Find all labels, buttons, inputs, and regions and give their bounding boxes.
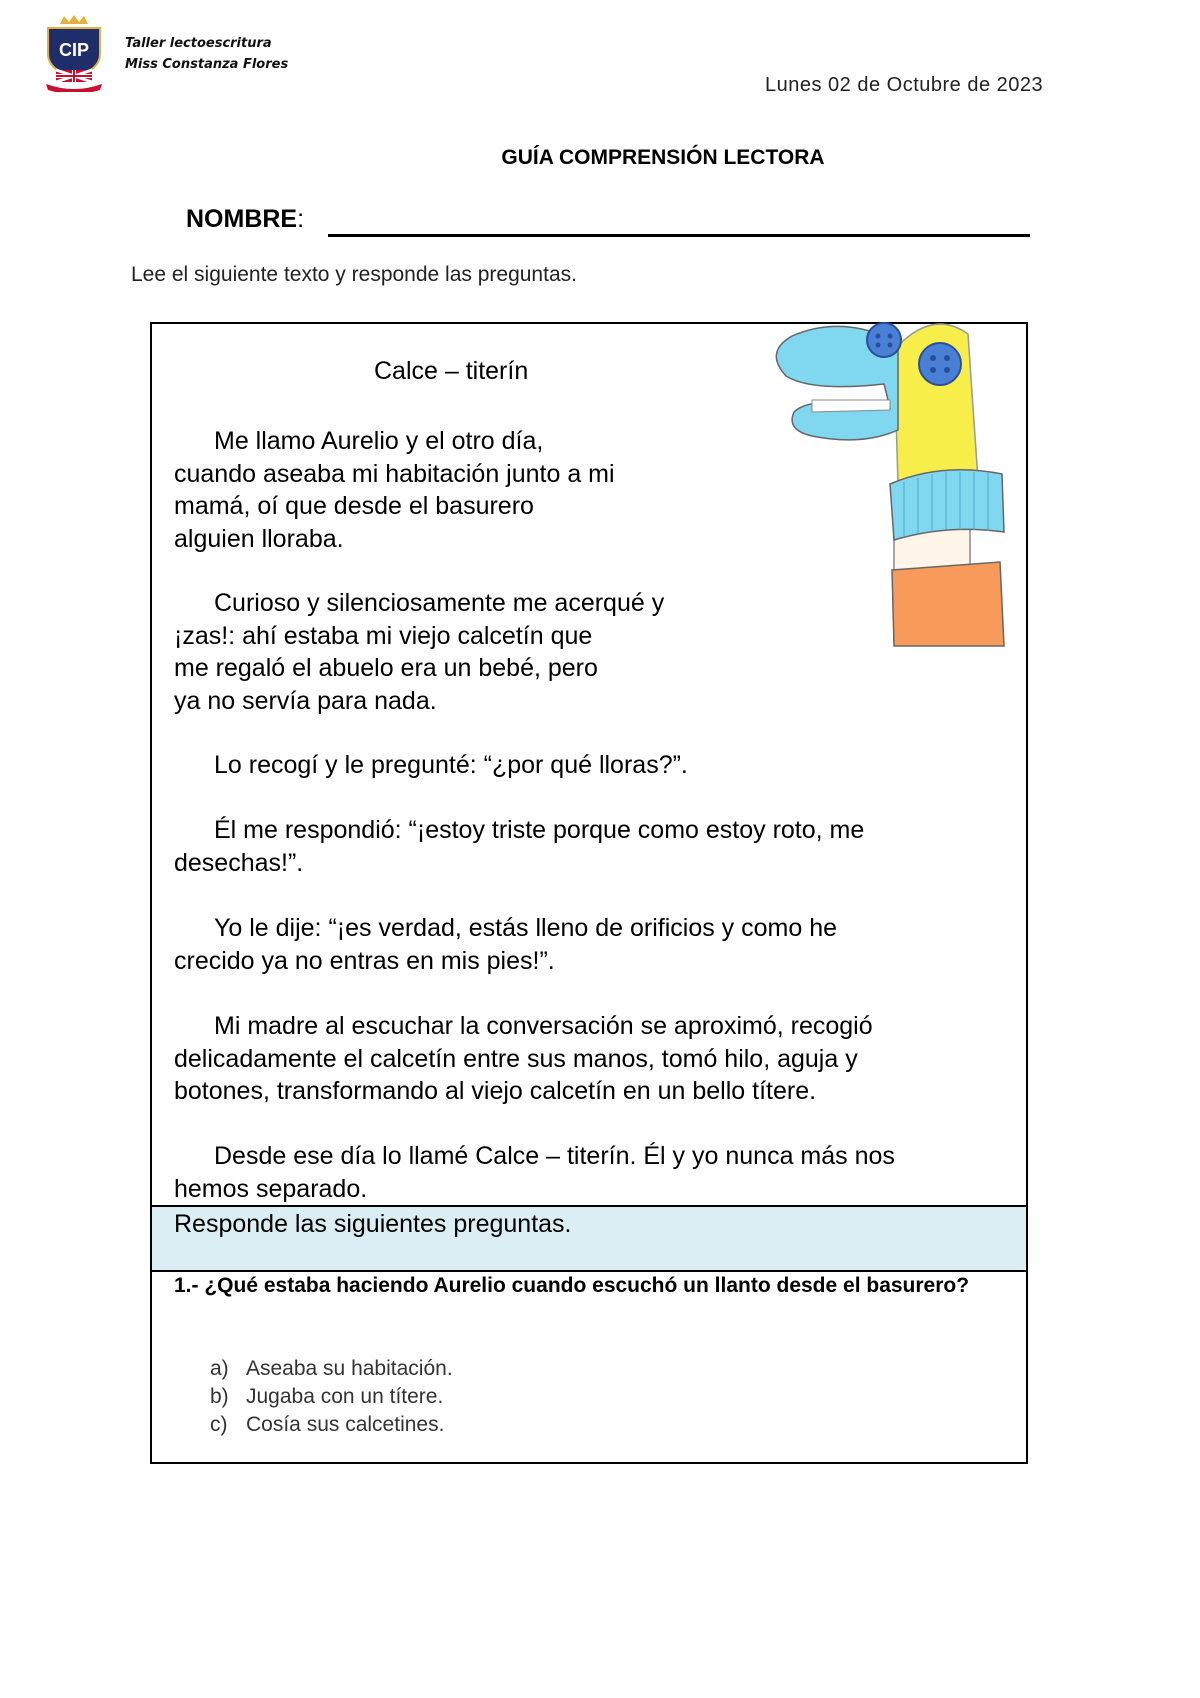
sock-puppet-illustration — [772, 312, 1018, 650]
instruction: Lee el siguiente texto y responde las preguntas. — [131, 263, 577, 286]
story-paragraph — [174, 912, 837, 977]
story-title: Calce – titerín — [374, 357, 529, 385]
option-letter: c) — [210, 1413, 228, 1436]
workshop-name: Taller lectoescritura — [125, 36, 272, 51]
story-line: Lo recogí y le pregunté: “¿por qué lloras?”. — [214, 751, 688, 779]
option-text: Jugaba con un títere. — [246, 1385, 444, 1408]
story-paragraph — [174, 1140, 895, 1205]
name-label — [186, 205, 304, 234]
option-text: Cosía sus calcetines. — [246, 1413, 445, 1436]
school-logo — [42, 14, 106, 92]
name-label-text: NOMBRE — [186, 205, 298, 233]
questions-header: Responde las siguientes preguntas. — [174, 1210, 572, 1238]
story-line: ya no servía para nada. — [174, 686, 437, 715]
story-line: hemos separado. — [174, 1174, 368, 1203]
story-line: me regaló el abuelo era un bebé, pero — [174, 654, 598, 682]
header-info — [125, 33, 288, 75]
story-paragraph — [174, 749, 688, 782]
story-line: Yo le dije: “¡es verdad, estás lleno de orificios y como he — [214, 914, 838, 942]
story-line: alguien lloraba. — [174, 524, 344, 553]
date: Lunes 02 de Octubre de 2023 — [765, 74, 1044, 96]
story-line: ¡zas!: ahí estaba mi viejo calcetín que — [174, 621, 593, 650]
story-line: cuando aseaba mi habitación junto a mi — [174, 459, 615, 488]
story-line: botones, transformando al viejo calcetín en un bello títere. — [174, 1077, 817, 1105]
story-line: delicadamente el calcetín entre sus manos, tomó hilo, aguja y — [174, 1044, 858, 1073]
story-paragraph — [174, 814, 864, 879]
question-1: 1.- ¿Qué estaba haciendo Aurelio cuando escuchó un llanto desde el basurero? — [174, 1274, 970, 1297]
answer-option[interactable] — [210, 1413, 444, 1437]
teacher-name: Miss Constanza Flores — [125, 57, 289, 72]
story-line: Me llamo Aurelio y el otro día, — [214, 427, 544, 455]
story-line: crecido ya no entras en mis pies!”. — [174, 946, 555, 975]
option-letter: a) — [210, 1357, 229, 1380]
page-title: GUÍA COMPRENSIÓN LECTORA — [501, 146, 825, 169]
story-line: desechas!”. — [174, 848, 304, 877]
logo-text: CIP — [58, 40, 90, 60]
story-line: Él me respondió: “¡estoy triste porque como estoy roto, me — [214, 816, 865, 844]
story-paragraph — [174, 587, 664, 717]
option-text: Aseaba su habitación. — [246, 1357, 453, 1380]
answer-option[interactable] — [210, 1357, 453, 1381]
story-paragraph — [174, 425, 615, 555]
story-line: mamá, oí que desde el basurero — [174, 492, 534, 520]
name-field-line[interactable] — [328, 234, 1030, 237]
story-line: Curioso y silenciosamente me acerqué y — [214, 589, 665, 617]
answer-option[interactable] — [210, 1385, 443, 1409]
name-label-colon: : — [297, 205, 305, 233]
story-line: Desde ese día lo llamé Calce – titerín. Él y yo nunca más nos — [214, 1142, 895, 1170]
option-letter: b) — [210, 1385, 229, 1408]
story-paragraph — [174, 1010, 873, 1108]
story-line: Mi madre al escuchar la conversación se aproximó, recogió — [214, 1012, 873, 1040]
